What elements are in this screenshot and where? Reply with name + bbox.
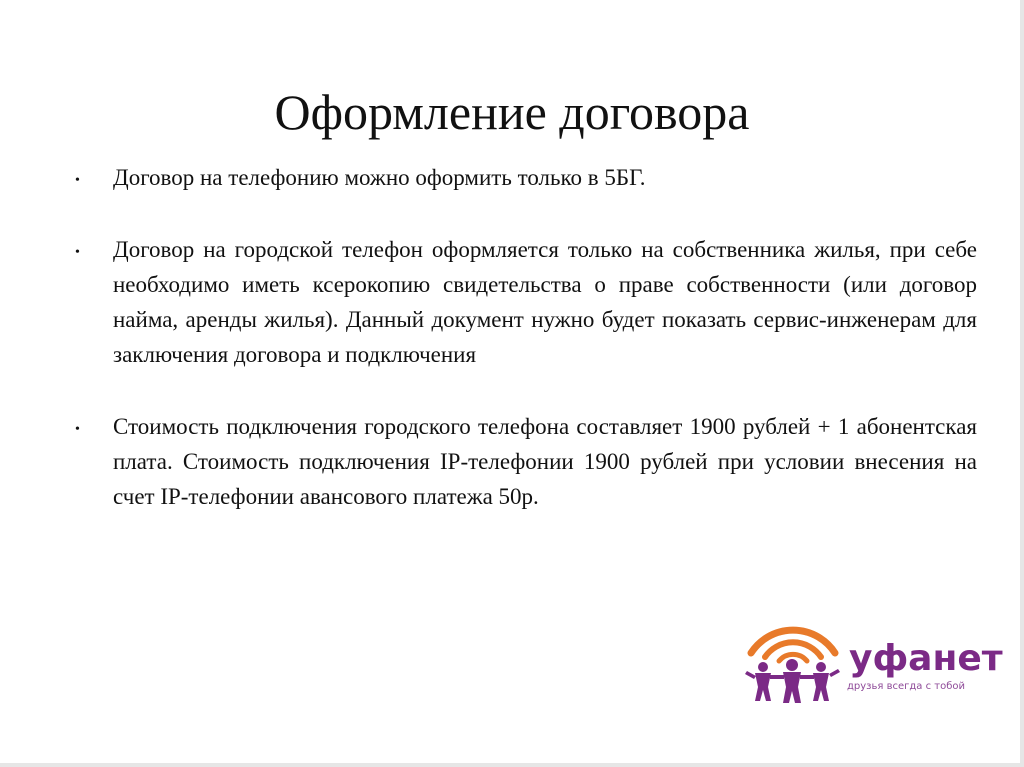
bullet-marker: • bbox=[75, 173, 80, 188]
bullet-marker: • bbox=[75, 422, 80, 437]
bullet-text: Договор на городской телефон оформляется только на собственника жилья, при себе необходимо иметь ксерокопию свидетельства о праве собственности (или договор найма, аренды жилья). Данный документ нужно будет показать сервис-инженерам для заключения договора и подключения bbox=[113, 237, 977, 367]
bullet-marker: • bbox=[75, 245, 80, 260]
bullet-item-3 bbox=[75, 409, 977, 514]
ufanet-logo bbox=[737, 617, 1003, 707]
bullet-list bbox=[75, 160, 977, 551]
bullet-text: Договор на телефонию можно оформить только в 5БГ. bbox=[113, 165, 646, 190]
logo-emblem-icon bbox=[737, 617, 849, 707]
bullet-item-1 bbox=[75, 160, 977, 195]
logo-wordmark: уфанет bbox=[849, 638, 1003, 679]
slide-title: Оформление договора bbox=[274, 83, 750, 140]
slide-edge-bottom bbox=[0, 763, 1024, 767]
bullet-text: Стоимость подключения городского телефона составляет 1900 рублей + 1 абонентская плата. Стоимость подключения IP-телефонии 1900 рублей при условии внесения на счет IP-телефонии авансового платежа 50р. bbox=[113, 414, 977, 509]
logo-tagline: друзья всегда с тобой bbox=[847, 681, 966, 692]
bullet-item-2 bbox=[75, 232, 977, 372]
